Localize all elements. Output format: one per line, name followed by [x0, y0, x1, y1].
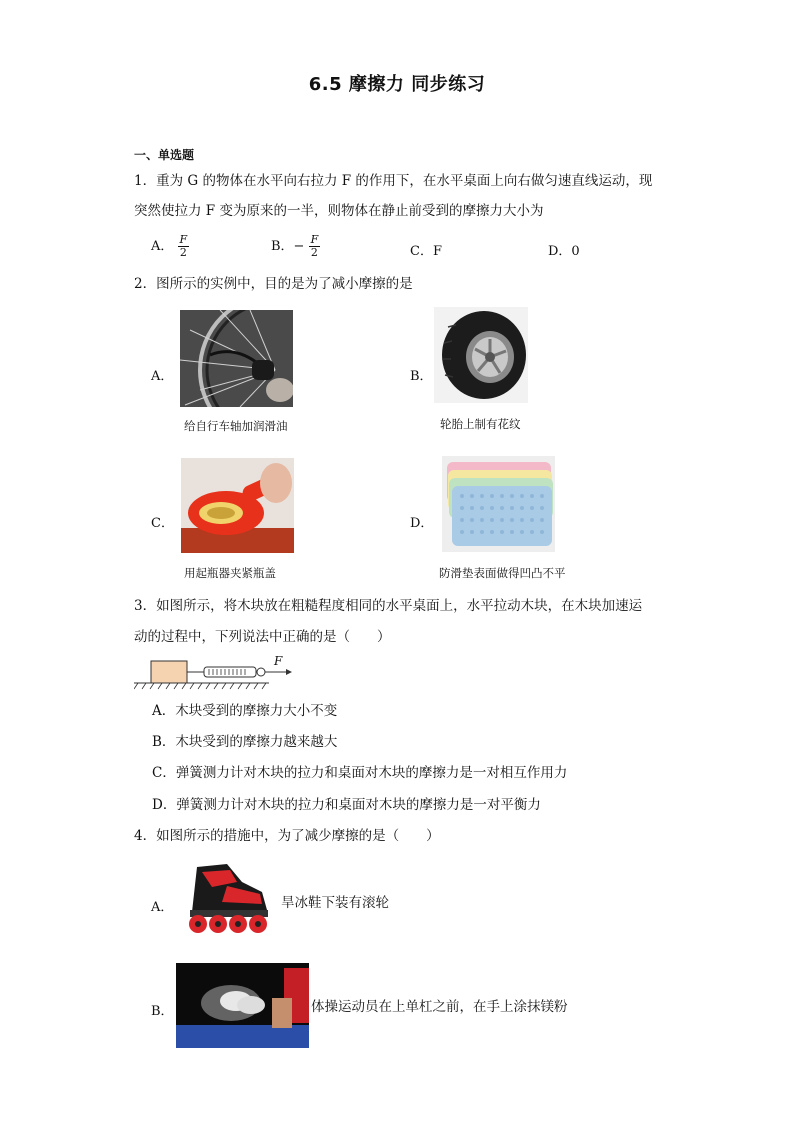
q2-stem: 2．图所示的实例中，目的是为了减小摩擦的是: [134, 276, 413, 292]
q3-option-c: C．弹簧测力计对木块的拉力和桌面对木块的摩擦力是一对相互作用力: [152, 765, 568, 781]
fraction-denominator: 2: [179, 246, 187, 259]
q2-option-d-caption: 防滑垫表面做得凹凸不平: [439, 566, 566, 580]
q1-stem-line2: 突然使拉力 F 变为原来的一半，则物体在静止前受到的摩擦力大小为: [134, 203, 544, 219]
tire-photo: [434, 307, 528, 403]
q1-option-a-label: A．: [151, 239, 174, 254]
q2-option-c-caption: 用起瓶器夹紧瓶盖: [184, 566, 276, 580]
q4-option-a-label: A．: [151, 900, 174, 915]
q1-option-b: [271, 234, 320, 259]
page-title: 6.5 摩擦力 同步练习: [308, 74, 486, 95]
fraction-numerator: F: [310, 233, 319, 246]
roller-skate-photo: [182, 862, 272, 936]
gymnast-chalk-photo: [176, 963, 309, 1048]
q2-option-a-caption: 给自行车轴加润滑油: [184, 419, 288, 433]
bicycle-wheel-photo: [180, 310, 293, 407]
q3-option-d: D．弹簧测力计对木块的拉力和桌面对木块的摩擦力是一对平衡力: [152, 797, 541, 813]
q2-option-b-label: B．: [410, 369, 433, 384]
section-heading: 一、单选题: [134, 148, 195, 162]
fraction-numerator: F: [179, 233, 188, 246]
q4-option-b-label: B．: [151, 1004, 174, 1019]
q3-option-a: A．木块受到的摩擦力大小不变: [152, 703, 338, 719]
q1-option-a: [151, 234, 189, 259]
q2-option-b-caption: 轮胎上制有花纹: [440, 417, 521, 431]
q1-option-c: C．F: [410, 244, 442, 259]
q2-option-c-label: C．: [151, 516, 174, 531]
q4-stem: 4．如图所示的措施中，为了减少摩擦的是（ ）: [134, 828, 440, 844]
q1-option-b-fraction: [309, 234, 321, 259]
q3-option-b: B．木块受到的摩擦力越来越大: [152, 734, 338, 750]
anti-slip-mat-photo: [442, 456, 555, 552]
q3-force-label: F: [274, 654, 283, 668]
q4-option-b-text: 体操运动员在上单杠之前，在手上涂抹镁粉: [311, 999, 568, 1015]
bottle-opener-photo: [181, 458, 294, 553]
q3-stem-line2: 动的过程中，下列说法中正确的是（ ）: [134, 629, 391, 645]
q3-stem-line1: 3．如图所示，将木块放在粗糙程度相同的水平桌面上，水平拉动木块，在木块加速运: [134, 598, 643, 614]
q4-option-a-text: 旱冰鞋下装有滚轮: [281, 895, 389, 911]
q2-option-a-label: A．: [151, 369, 174, 384]
q1-option-d: D．0: [548, 244, 580, 259]
q1-stem-line1: 1．重为 G 的物体在水平向右拉力 F 的作用下，在水平桌面上向右做匀速直线运动，现: [134, 173, 653, 189]
q2-option-d-label: D．: [410, 516, 434, 531]
fraction-denominator: 2: [310, 246, 318, 259]
q1-option-a-fraction: [178, 234, 190, 259]
q3-block-spring-diagram: [134, 655, 294, 691]
q1-option-b-label: B．−: [271, 239, 305, 254]
